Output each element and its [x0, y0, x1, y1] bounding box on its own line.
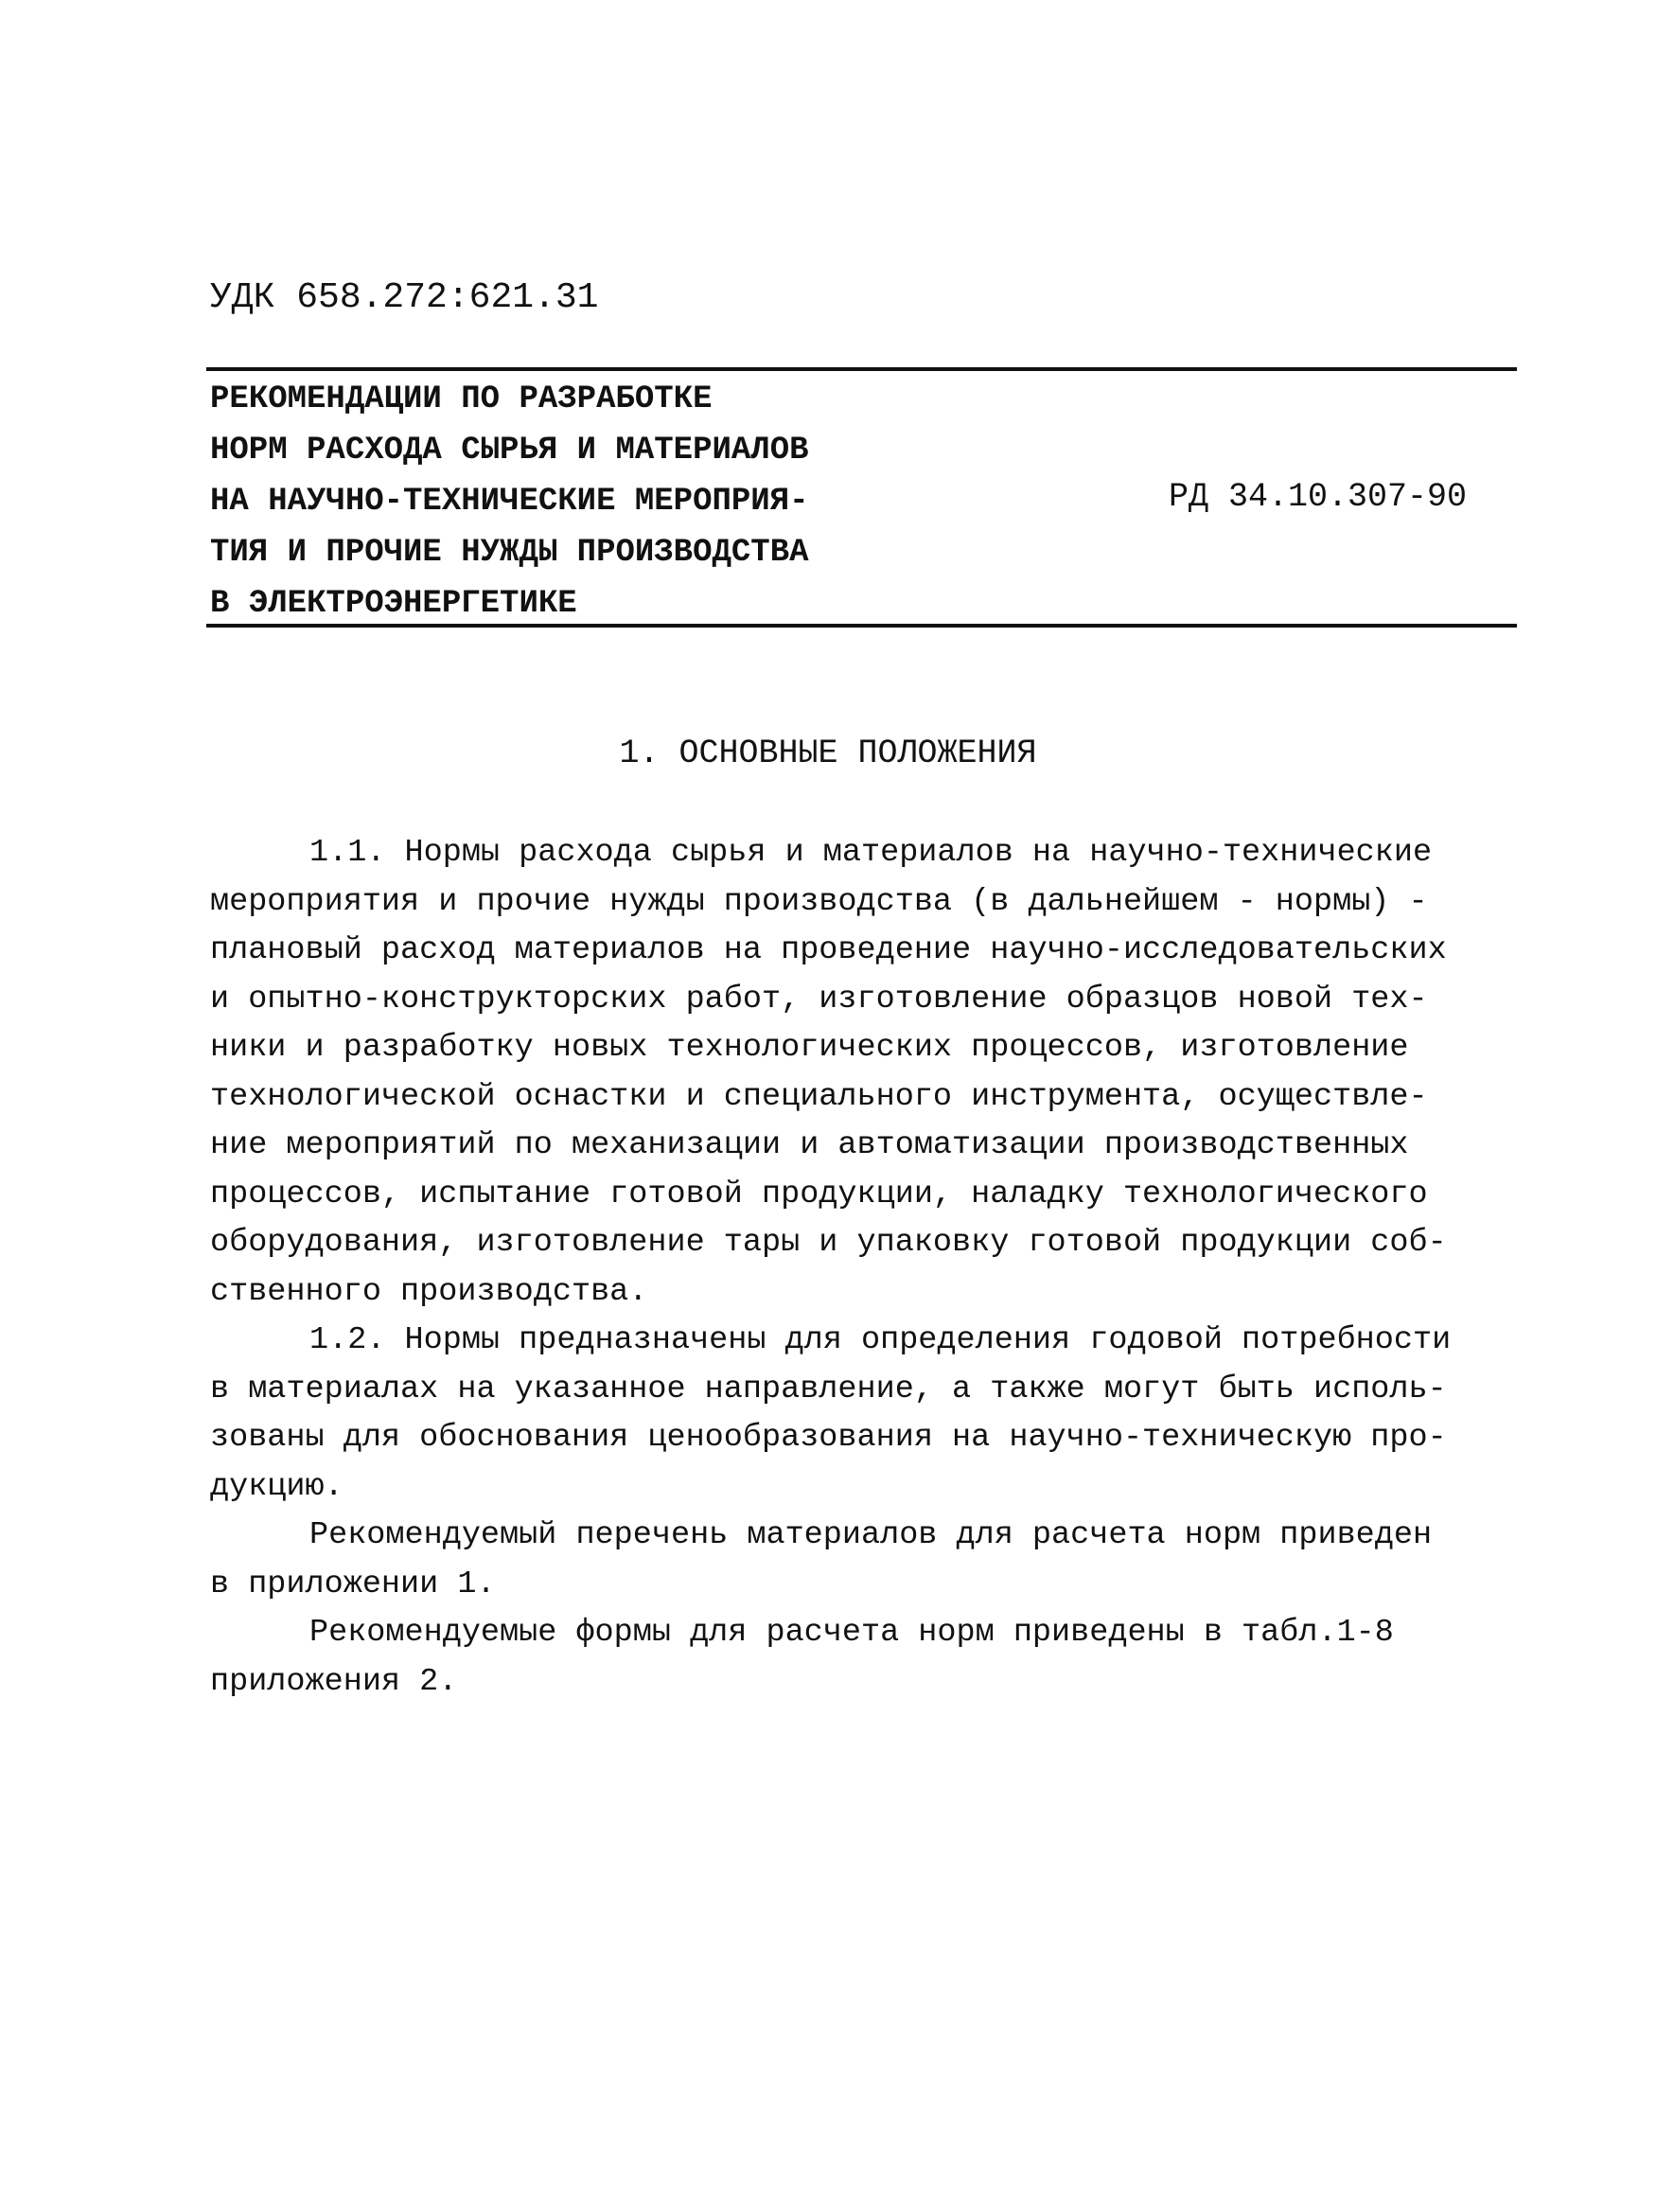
paragraph-line: зованы для обоснования ценообразования на научно-техническую про-: [210, 1420, 1447, 1456]
paragraph-line: приложения 2.: [210, 1663, 458, 1700]
paragraph-line: и опытно-конструкторских работ, изготовление образцов новой тех-: [210, 981, 1428, 1018]
paragraph-line: в материалах на указанное направление, а также могут быть исполь-: [210, 1371, 1447, 1407]
title-top-rule: [206, 367, 1517, 371]
udk-code: УДК 658.272:621.31: [210, 277, 599, 318]
paragraph-line: плановый расход материалов на проведение научно-исследовательских: [210, 932, 1447, 968]
paragraph-line: оборудования, изготовление тары и упаковку готовой продукции соб-: [210, 1225, 1447, 1261]
title-line: ТИЯ И ПРОЧИЕ НУЖДЫ ПРОИЗВОДСТВА: [210, 535, 809, 571]
section-body: [210, 829, 1525, 1707]
paragraph-line: мероприятия и прочие нужды производства (в дальнейшем - нормы) -: [210, 883, 1428, 920]
title-bottom-rule: [206, 624, 1517, 628]
paragraph-line: Рекомендуемый перечень материалов для расчета норм приведен: [309, 1517, 1433, 1553]
paragraph-line: ние мероприятий по механизации и автоматизации производственных: [210, 1127, 1409, 1163]
paragraph-line: ники и разработку новых технологических процессов, изготовление: [210, 1030, 1409, 1066]
paragraph-line: 1.1. Нормы расхода сырья и материалов на научно-технические: [309, 835, 1433, 871]
section-heading: 1. ОСНОВНЫЕ ПОЛОЖЕНИЯ: [619, 734, 1037, 772]
title-line: РЕКОМЕНДАЦИИ ПО РАЗРАБОТКЕ: [210, 381, 713, 417]
paragraph-line: процессов, испытание готовой продукции, наладку технологического: [210, 1176, 1428, 1212]
paragraph-line: дукцию.: [210, 1468, 344, 1505]
document-code: РД 34.10.307-90: [1169, 478, 1468, 516]
title-line: В ЭЛЕКТРОЭНЕРГЕТИКЕ: [210, 586, 577, 622]
paragraph-line: ственного производства.: [210, 1273, 648, 1310]
title-line: НА НАУЧНО-ТЕХНИЧЕСКИЕ МЕРОПРИЯ-: [210, 484, 809, 520]
paragraph-line: Рекомендуемые формы для расчета норм приведены в табл.1-8: [309, 1615, 1394, 1651]
paragraph-line: в приложении 1.: [210, 1566, 496, 1602]
paragraph-line: технологической оснастки и специального инструмента, осуществле-: [210, 1078, 1428, 1115]
paragraph-line: 1.2. Нормы предназначены для определения годовой потребности: [309, 1322, 1452, 1358]
document-title: [210, 374, 809, 629]
title-line: НОРМ РАСХОДА СЫРЬЯ И МАТЕРИАЛОВ: [210, 433, 809, 469]
